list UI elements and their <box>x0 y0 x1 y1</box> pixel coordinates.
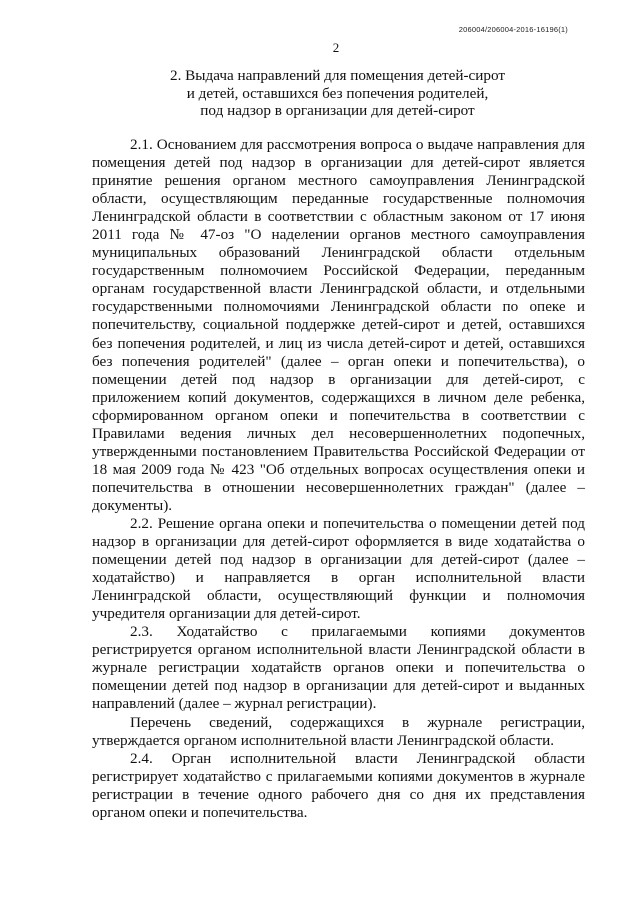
paragraph-2-4: 2.4. Орган исполнительной власти Ленинградской области регистрирует ходатайство с прилагаемыми копиями документов в журнале регистрации в течение одного рабочего дня со дня их представления органом опеки и попечительства. <box>92 749 585 821</box>
heading-line: под надзор в организации для детей-сирот <box>200 102 475 119</box>
paragraph-2-2: 2.2. Решение органа опеки и попечительства о помещении детей под надзор в организации для детей-сирот оформляется в виде ходатайства о помещении детей под надзор в организации для детей-сирот (далее – ходатайство) и направляется в орган исполнительной власти Ленинградской области, осуществляющий функции и полномочия учредителя организации для детей-сирот. <box>92 514 585 623</box>
heading-line: 2. Выдача направлений для помещения детей-сирот <box>169 67 506 84</box>
document-id: 206004/206004-2016-16196(1) <box>458 25 568 34</box>
document-body <box>92 136 585 822</box>
paragraph-2-1: 2.1. Основанием для рассмотрения вопроса о выдаче направления для помещения детей под надзор в организации для детей-сирот является принятие решения органом местного самоуправления Ленинградской области, осуществляющим переданные государственные полномочия Ленинградской области в соответствии с областным законом от 17 июня 2011 года № 47-оз "О наделении органов местного самоуправления муниципальных образований Ленинградской области отдельным государственным полномочием Российской Федерации, переданным органам государственной власти Ленинградской области, и отдельными государственными полномочиями Ленинградской области по опеке и попечительству, социальной поддержке детей-сирот и детей, оставшихся без попечения родителей, и лиц из числа детей-сирот и детей, оставшихся без попечения родителей" (далее – орган опеки и попечительства), о помещении детей под надзор в организации для детей-сирот, с приложением копий документов, содержащихся в личном деле ребенка, сформированном органом опеки и попечительства в соответствии с Правилами ведения личных дел несовершеннолетних подопечных, утвержденными постановлением Правительства Российской Федерации от 18 мая 2009 года № 423 "Об отдельных вопросах осуществления опеки и попечительства в отношении несовершеннолетних граждан" (далее – документы). <box>92 136 585 514</box>
heading-line: и детей, оставшихся без попечения родителей, <box>186 84 489 102</box>
paragraph-registry-fields: Перечень сведений, содержащихся в журнале регистрации, утверждается органом исполнительной власти Ленинградской области. <box>92 713 585 749</box>
paragraph-2-3: 2.3. Ходатайство с прилагаемыми копиями документов регистрируется органом исполнительной власти Ленинградской области в журнале регистрации ходатайств органов опеки и попечительства о помещении детей под надзор в организации для детей-сирот и выданных направлений (далее – журнал регистрации). <box>92 623 585 713</box>
page-number: 2 <box>332 40 340 55</box>
section-heading <box>90 67 585 120</box>
